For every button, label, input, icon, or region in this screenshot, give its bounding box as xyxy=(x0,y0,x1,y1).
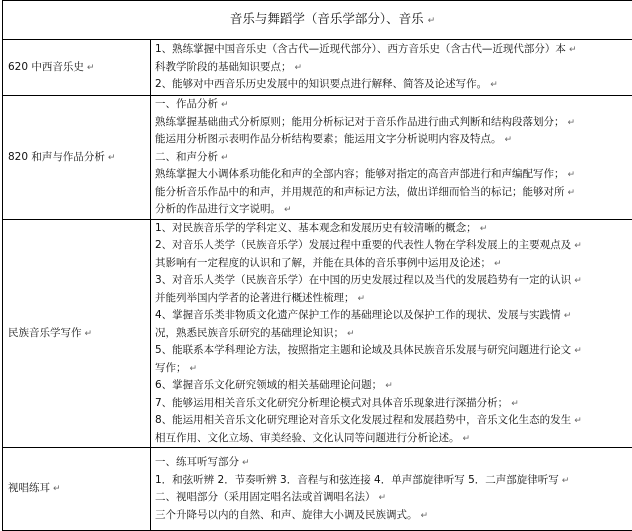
table-title-cell xyxy=(3,1,632,40)
content-line-text: 一、练耳听写部分 xyxy=(155,456,239,468)
content-line-text: 1、对民族音乐学的学科定义、基本观念和发展历史有较清晰的概念； xyxy=(155,222,477,234)
return-mark: ↵ xyxy=(463,434,471,444)
return-mark: ↵ xyxy=(569,45,577,55)
table-row xyxy=(3,40,632,96)
content-line-text: 3、对音乐人类学（民族音乐学）在中国的历史发展过程以及当代的发展趋势有一定的认识 xyxy=(155,274,571,286)
content-line xyxy=(155,325,632,343)
return-mark: ↵ xyxy=(284,205,292,215)
content-line-text: 8、能运用相关音乐文化研究理论对音乐文化发展过程和发展趋势中，音乐文化生态的发生 xyxy=(155,414,571,426)
content-line-text: 二、和声分析 xyxy=(155,151,218,163)
content-line xyxy=(155,507,632,525)
content-line-text: 4、掌握音乐类非物质文化遗产保护工作的基础理论以及保护工作的现状、发展与实践情 xyxy=(155,309,561,321)
content-line-text: 7、能够运用相关音乐文化研究分析理论模式对具体音乐现象进行深描分析； xyxy=(155,397,508,409)
content-line xyxy=(155,149,632,167)
content-line xyxy=(155,255,632,273)
content-line-text: 2、对音乐人类学（民族音乐学）发展过程中重要的代表性人物在学科发展上的主要观点及 xyxy=(155,239,571,251)
return-mark: ↵ xyxy=(421,511,429,521)
syllabus-table xyxy=(2,0,632,531)
content-line xyxy=(155,237,632,255)
return-mark: ↵ xyxy=(385,381,393,391)
table-row xyxy=(3,96,632,220)
content-line-text: 科教学阶段的基础知识要点； xyxy=(155,61,292,73)
table-row xyxy=(3,219,632,448)
content-line xyxy=(155,342,632,360)
content-line xyxy=(155,377,632,395)
return-mark: ↵ xyxy=(574,276,582,286)
content-line xyxy=(155,412,632,430)
subject-cell xyxy=(3,40,151,96)
return-mark: ↵ xyxy=(221,153,229,163)
return-mark: ↵ xyxy=(494,259,502,269)
subject-cell xyxy=(3,219,151,448)
content-line-text: 分析的作品进行文字说明。 xyxy=(155,203,281,215)
content-line xyxy=(155,430,632,448)
content-line xyxy=(155,201,632,219)
content-line-text: 能分析音乐作品中的和声，并用规范的和声标记方法，做出详细而恰当的标记；能够对所 xyxy=(155,186,565,198)
content-line xyxy=(155,307,632,325)
content-line xyxy=(155,184,632,202)
return-mark: ↵ xyxy=(428,16,436,26)
content-line-text: 写作； xyxy=(155,362,187,374)
content-cell xyxy=(151,448,632,531)
content-line xyxy=(155,114,632,132)
content-line-text: 二、视唱部分（采用固定唱名法或首调唱名法） xyxy=(155,491,376,503)
content-line xyxy=(155,59,632,77)
subject-label: 视唱练耳 xyxy=(8,482,50,494)
content-line-text: 并能列举国内学者的论著进行概述性梳理； xyxy=(155,292,355,304)
return-mark: ↵ xyxy=(190,364,198,374)
return-mark: ↵ xyxy=(564,311,572,321)
subject-label: 620 中西音乐史 xyxy=(8,61,84,73)
content-line xyxy=(155,360,632,378)
return-mark: ↵ xyxy=(221,100,229,110)
return-mark: ↵ xyxy=(379,493,387,503)
return-mark: ↵ xyxy=(574,346,582,356)
return-mark: ↵ xyxy=(480,224,488,234)
content-line-text: 熟练掌握大小调体系功能化和声的全部内容；能够对指定的高音声部进行和声编配写作； xyxy=(155,168,565,180)
return-mark: ↵ xyxy=(574,241,582,251)
content-line xyxy=(155,290,632,308)
return-mark: ↵ xyxy=(574,416,582,426)
return-mark: ↵ xyxy=(87,63,95,73)
content-cell xyxy=(151,219,632,448)
content-line-text: 2、能够对中西音乐历史发展中的知识要点进行解释、简答及论述写作。 xyxy=(155,78,487,90)
content-line xyxy=(155,76,632,94)
return-mark: ↵ xyxy=(295,63,303,73)
content-line-text: 相互作用、文化立场、审美经验、文化认同等问题进行分析论述。 xyxy=(155,432,460,444)
content-line xyxy=(155,220,632,238)
content-line-text: 熟练掌握基础曲式分析原则；能用分析标记对于音乐作品进行曲式判断和结构段落划分； xyxy=(155,116,565,128)
return-mark: ↵ xyxy=(347,329,355,339)
title-row xyxy=(3,1,632,40)
content-line-text: 5、能联系本学科理论方法，按照指定主题和论域及具体民族音乐发展与研究问题进行论文 xyxy=(155,344,571,356)
subject-label: 820 和声与作品分析 xyxy=(8,151,105,163)
table-row xyxy=(3,448,632,531)
return-mark: ↵ xyxy=(511,399,519,409)
content-line xyxy=(155,272,632,290)
return-mark: ↵ xyxy=(242,458,250,468)
return-mark: ↵ xyxy=(53,484,61,494)
content-line-text: 能运用分析图示表明作品分析结构要素；能运用文字分析说明内容及特点。 xyxy=(155,133,502,145)
content-line-text: 1．和弦听辨 2．节奏听辨 3．音程与和弦连接 4．单声部旋律听写 5．二声部旋律听写 xyxy=(155,474,559,486)
content-line xyxy=(155,395,632,413)
return-mark: ↵ xyxy=(85,329,93,339)
content-line xyxy=(155,489,632,507)
content-line-text: 其影响有一定程度的认识和了解，并能在具体的音乐事例中运用及论述； xyxy=(155,257,491,269)
subject-cell xyxy=(3,448,151,531)
content-line xyxy=(155,166,632,184)
content-line xyxy=(155,131,632,149)
return-mark: ↵ xyxy=(568,188,576,198)
content-line xyxy=(155,472,632,490)
content-line-text: 1、熟练掌握中国音乐史（含古代—近现代部分）、西方音乐史（含古代—近现代部分）本 xyxy=(155,43,566,55)
return-mark: ↵ xyxy=(358,294,366,304)
content-line-text: 6、掌握音乐文化研究领域的相关基础理论问题； xyxy=(155,379,382,391)
return-mark: ↵ xyxy=(568,118,576,128)
content-line-text: 三个升降号以内的自然、和声、旋律大小调及民族调式。 xyxy=(155,509,418,521)
return-mark: ↵ xyxy=(108,153,116,163)
return-mark: ↵ xyxy=(568,170,576,180)
content-line-text: 一、作品分析 xyxy=(155,98,218,110)
content-line xyxy=(155,454,632,472)
content-cell xyxy=(151,96,632,220)
content-line-text: 况，熟悉民族音乐研究的基础理论知识； xyxy=(155,327,344,339)
subject-label: 民族音乐学写作 xyxy=(8,327,82,339)
table-title: 音乐与舞蹈学（音乐学部分）、音乐 xyxy=(230,11,424,26)
content-line xyxy=(155,41,632,59)
content-line xyxy=(155,96,632,114)
return-mark: ↵ xyxy=(562,476,570,486)
content-cell xyxy=(151,40,632,96)
subject-cell xyxy=(3,96,151,220)
return-mark: ↵ xyxy=(490,80,498,90)
return-mark: ↵ xyxy=(505,135,513,145)
